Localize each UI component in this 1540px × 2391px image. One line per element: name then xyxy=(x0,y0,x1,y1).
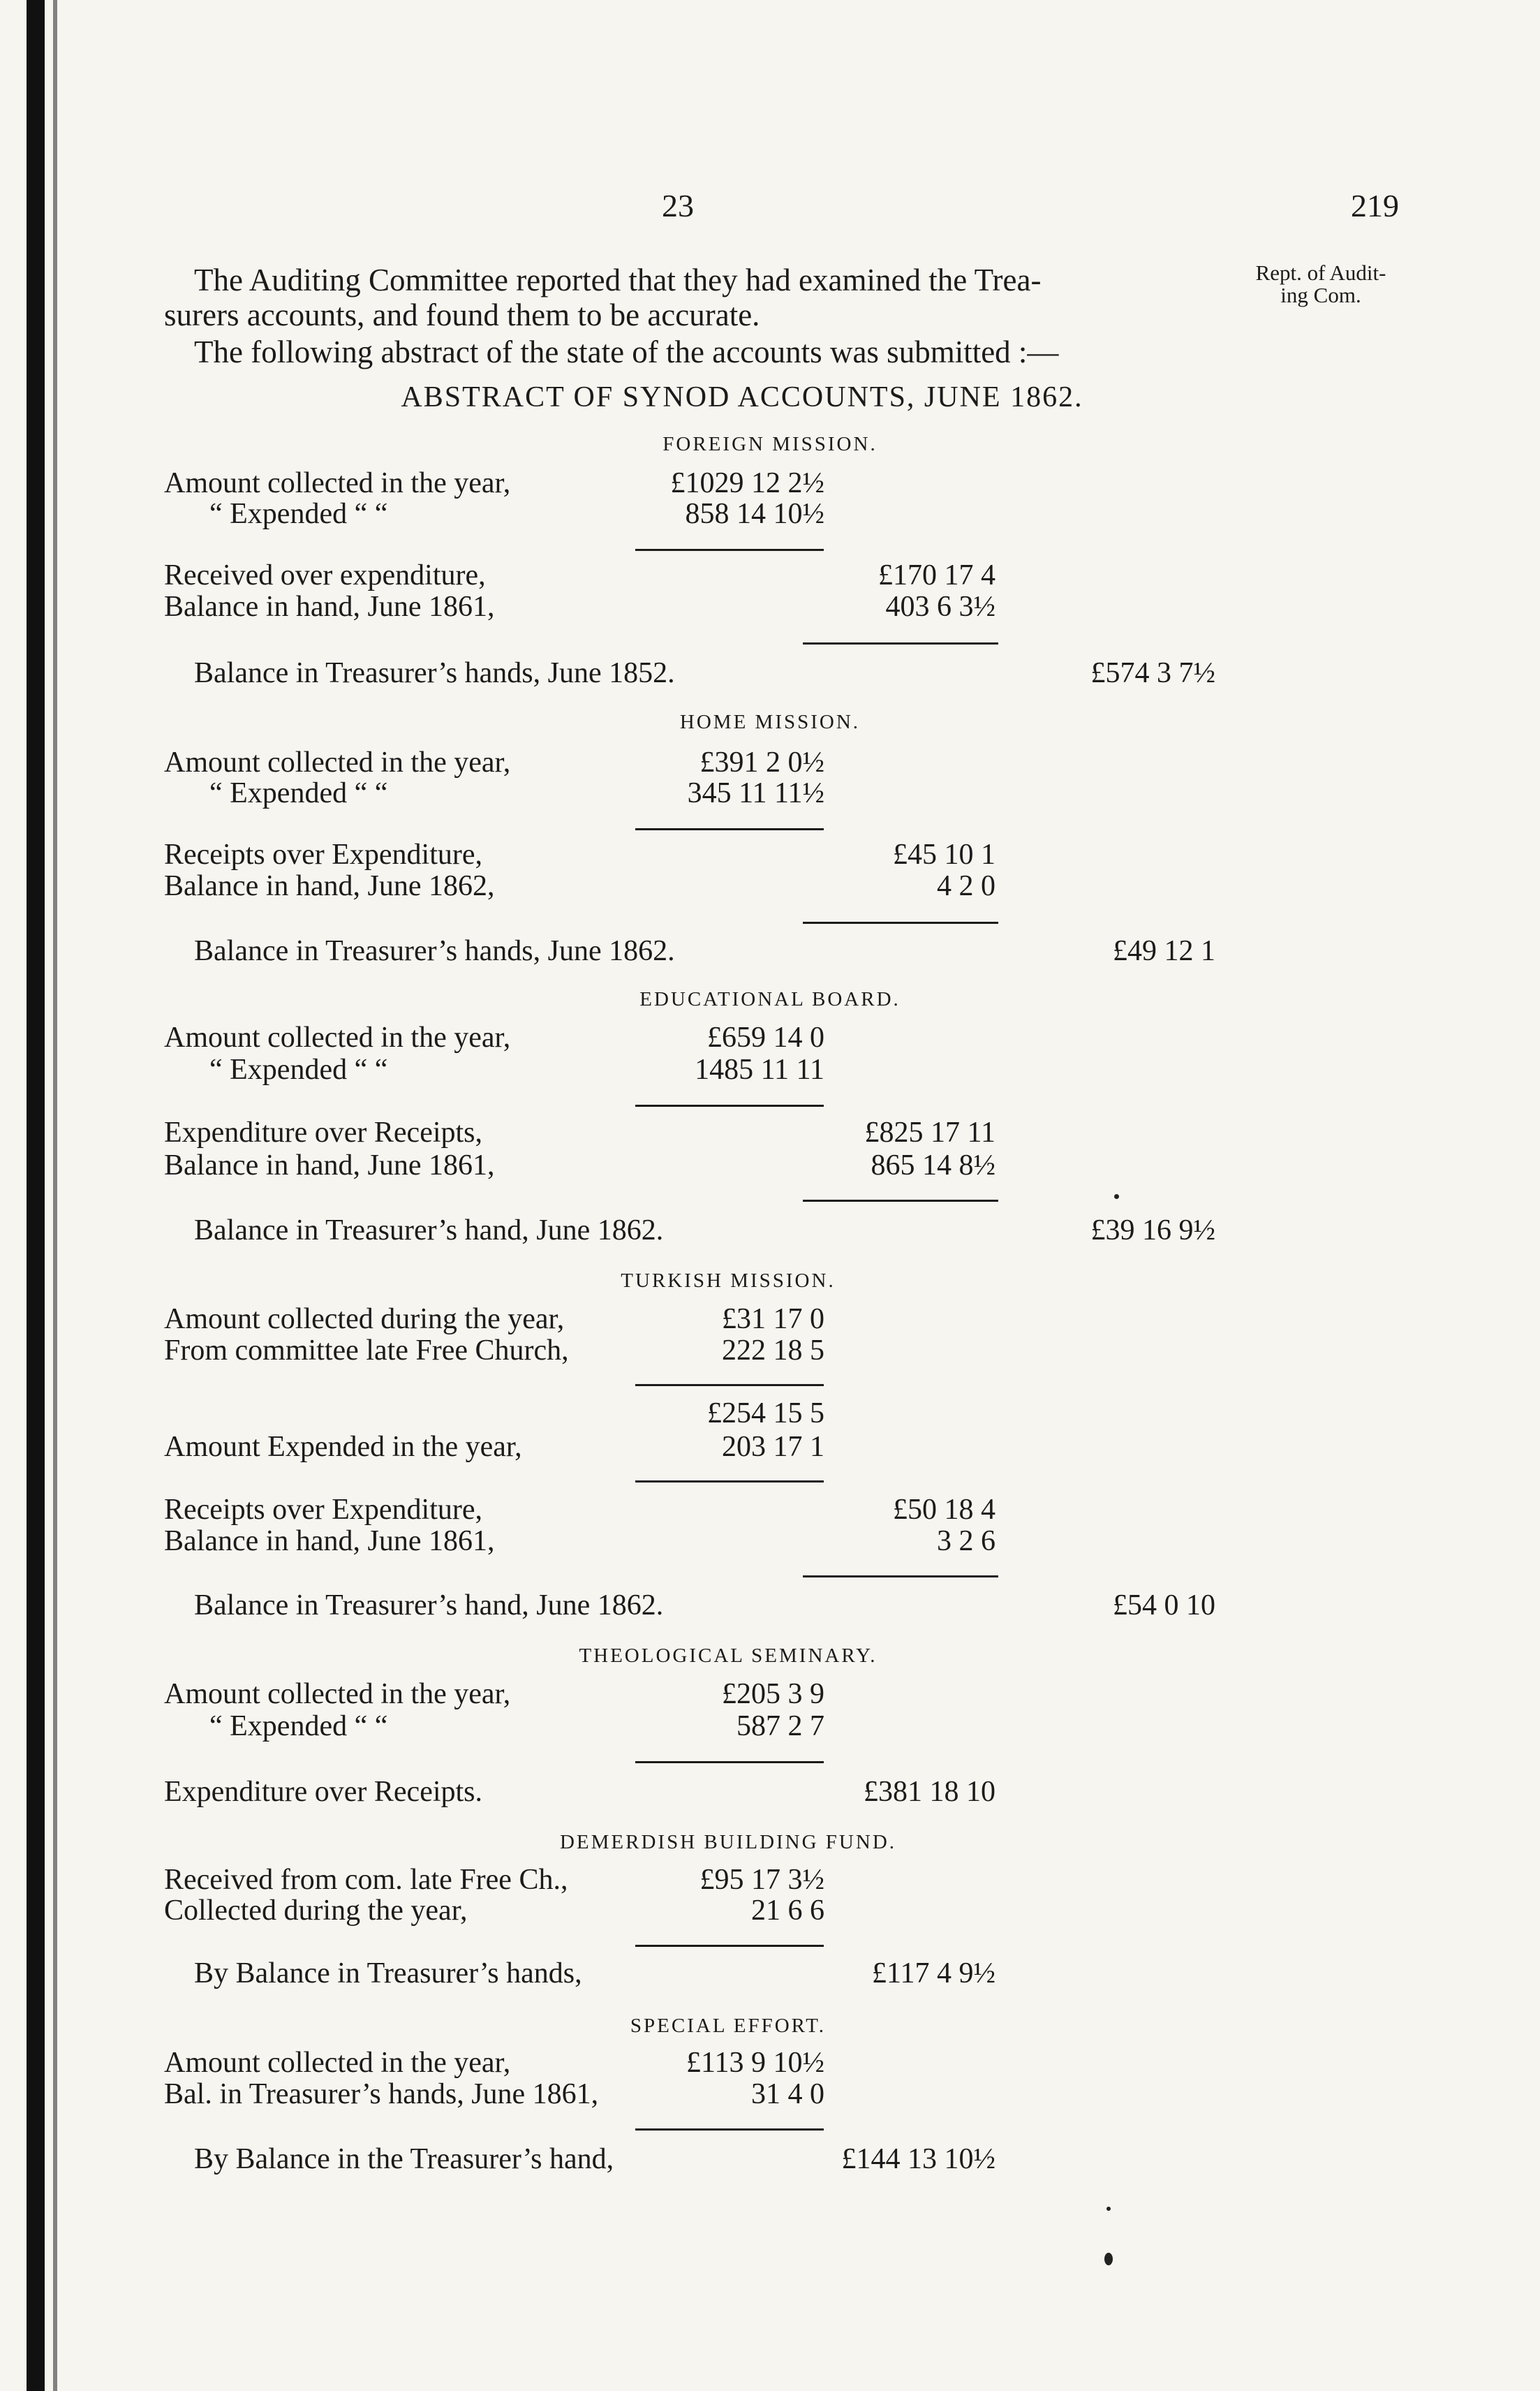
theological-expenditure-label: Expenditure over Receipts. xyxy=(164,1776,483,1808)
turkish-treasurer-amount: £54 0 10 xyxy=(1113,1589,1215,1621)
special-bal61-amount: 31 4 0 xyxy=(751,2078,824,2110)
turkish-receipts-amount: £50 18 4 xyxy=(893,1494,995,1526)
foreign-total-rule xyxy=(803,642,998,645)
special-subtotal-rule xyxy=(635,2128,824,2131)
turkish-subtotal-amount: £254 15 5 xyxy=(707,1397,824,1429)
home-balance-label: Balance in hand, June 1862, xyxy=(164,870,495,902)
home-subtotal-rule xyxy=(635,828,824,830)
page-title: ABSTRACT OF SYNOD ACCOUNTS, JUNE 1862. xyxy=(401,381,1083,413)
home-treasurer-amount: £49 12 1 xyxy=(1113,935,1215,967)
foreign-received-label: Received over expenditure, xyxy=(164,559,486,591)
page-number-left: 23 xyxy=(662,188,694,223)
turkish-total-rule xyxy=(803,1575,998,1577)
home-expended-amount: 345 11 11½ xyxy=(687,777,824,809)
turkish-balance-amount: 3 2 6 xyxy=(937,1525,995,1557)
section-heading-home: HOME MISSION. xyxy=(679,711,861,733)
educational-treasurer-amount: £39 16 9½ xyxy=(1090,1214,1215,1246)
intro-line-2: surers accounts, and found them to be accurate. xyxy=(164,297,760,332)
ink-speck xyxy=(1106,2207,1111,2211)
educational-total-rule xyxy=(803,1200,998,1202)
demerdish-received-label: Received from com. late Free Ch., xyxy=(164,1864,568,1896)
section-heading-special: SPECIAL EFFORT. xyxy=(630,2015,827,2037)
turkish-expended-rule xyxy=(635,1480,824,1483)
home-treasurer-label: Balance in Treasurer’s hands, June 1862. xyxy=(194,935,675,967)
theological-expenditure-amount: £381 18 10 xyxy=(864,1776,995,1808)
home-total-rule xyxy=(803,922,998,924)
margin-note-line-2: ing Com. xyxy=(1280,283,1361,307)
home-expended-label: “ Expended “ “ xyxy=(209,777,388,809)
home-collected-amount: £391 2 0½ xyxy=(699,746,824,779)
educational-collected-label: Amount collected in the year, xyxy=(164,1022,511,1054)
foreign-treasurer-label: Balance in Treasurer’s hands, June 1852. xyxy=(194,657,675,689)
special-bal61-label: Bal. in Treasurer’s hands, June 1861, xyxy=(164,2078,599,2110)
turkish-committee-amount: 222 18 5 xyxy=(722,1334,824,1367)
demerdish-collected-label: Collected during the year, xyxy=(164,1895,468,1927)
section-heading-educational: EDUCATIONAL BOARD. xyxy=(639,988,901,1010)
demerdish-subtotal-rule xyxy=(635,1945,824,1947)
turkish-collected-amount: £31 17 0 xyxy=(722,1303,824,1335)
turkish-treasurer-label: Balance in Treasurer’s hand, June 1862. xyxy=(194,1589,664,1621)
ink-speck xyxy=(1104,2253,1113,2265)
margin-note-line-1: Rept. of Audit- xyxy=(1255,260,1386,285)
theological-subtotal-rule xyxy=(635,1761,824,1763)
home-receipts-label: Receipts over Expenditure, xyxy=(164,839,483,871)
turkish-committee-label: From committee late Free Church, xyxy=(164,1334,569,1367)
educational-expended-label: “ Expended “ “ xyxy=(209,1054,388,1086)
educational-expenditure-amount: £825 17 11 xyxy=(864,1117,995,1149)
section-heading-turkish: TURKISH MISSION. xyxy=(621,1270,836,1292)
section-heading-theological: THEOLOGICAL SEMINARY. xyxy=(579,1645,878,1667)
demerdish-collected-amount: 21 6 6 xyxy=(751,1895,824,1927)
demerdish-balance-label: By Balance in Treasurer’s hands, xyxy=(194,1957,582,1989)
turkish-balance-label: Balance in hand, June 1861, xyxy=(164,1525,495,1557)
ink-speck xyxy=(1114,1194,1119,1199)
special-collected-amount: £113 9 10½ xyxy=(686,2047,824,2079)
educational-collected-amount: £659 14 0 xyxy=(707,1022,824,1054)
section-heading-demerdish: DEMERDISH BUILDING FUND. xyxy=(559,1831,897,1853)
theological-expended-amount: 587 2 7 xyxy=(736,1710,824,1742)
margin-note xyxy=(1202,262,1439,307)
foreign-expended-label: “ Expended “ “ xyxy=(209,498,388,530)
turkish-expended-amount: 203 17 1 xyxy=(722,1431,824,1463)
theological-expended-label: “ Expended “ “ xyxy=(209,1710,388,1742)
foreign-expended-amount: 858 14 10½ xyxy=(685,498,824,530)
demerdish-balance-amount: £117 4 9½ xyxy=(872,1957,995,1989)
special-collected-label: Amount collected in the year, xyxy=(164,2047,511,2079)
educational-expenditure-label: Expenditure over Receipts, xyxy=(164,1117,483,1149)
educational-expended-amount: 1485 11 11 xyxy=(695,1054,824,1086)
page-number-right: 219 xyxy=(1351,188,1399,223)
foreign-treasurer-amount: £574 3 7½ xyxy=(1090,657,1215,689)
educational-balance-amount: 865 14 8½ xyxy=(871,1149,995,1182)
educational-balance-label: Balance in hand, June 1861, xyxy=(164,1149,495,1182)
educational-subtotal-rule xyxy=(635,1105,824,1107)
intro-line-1: The Auditing Committee reported that they had examined the Trea- xyxy=(194,263,1042,297)
foreign-subtotal-rule xyxy=(635,549,824,551)
foreign-received-amount: £170 17 4 xyxy=(878,559,995,591)
foreign-balance61-amount: 403 6 3½ xyxy=(885,591,995,623)
home-collected-label: Amount collected in the year, xyxy=(164,746,511,779)
section-heading-foreign: FOREIGN MISSION. xyxy=(662,433,878,455)
special-balance-amount: £144 13 10½ xyxy=(841,2143,995,2175)
foreign-collected-label: Amount collected in the year, xyxy=(164,467,511,499)
home-receipts-amount: £45 10 1 xyxy=(893,839,995,871)
turkish-subtotal-rule xyxy=(635,1384,824,1386)
foreign-balance61-label: Balance in hand, June 1861, xyxy=(164,591,495,623)
turkish-expended-label: Amount Expended in the year, xyxy=(164,1431,522,1463)
home-balance-amount: 4 2 0 xyxy=(937,870,995,902)
turkish-collected-label: Amount collected during the year, xyxy=(164,1303,565,1335)
theological-collected-label: Amount collected in the year, xyxy=(164,1678,511,1710)
special-balance-label: By Balance in the Treasurer’s hand, xyxy=(194,2143,614,2175)
intro-line-3: The following abstract of the state of the accounts was submitted :— xyxy=(194,334,1059,369)
educational-treasurer-label: Balance in Treasurer’s hand, June 1862. xyxy=(194,1214,664,1246)
turkish-receipts-label: Receipts over Expenditure, xyxy=(164,1494,483,1526)
demerdish-received-amount: £95 17 3½ xyxy=(699,1864,824,1896)
foreign-collected-amount: £1029 12 2½ xyxy=(670,467,824,499)
theological-collected-amount: £205 3 9 xyxy=(722,1678,824,1710)
